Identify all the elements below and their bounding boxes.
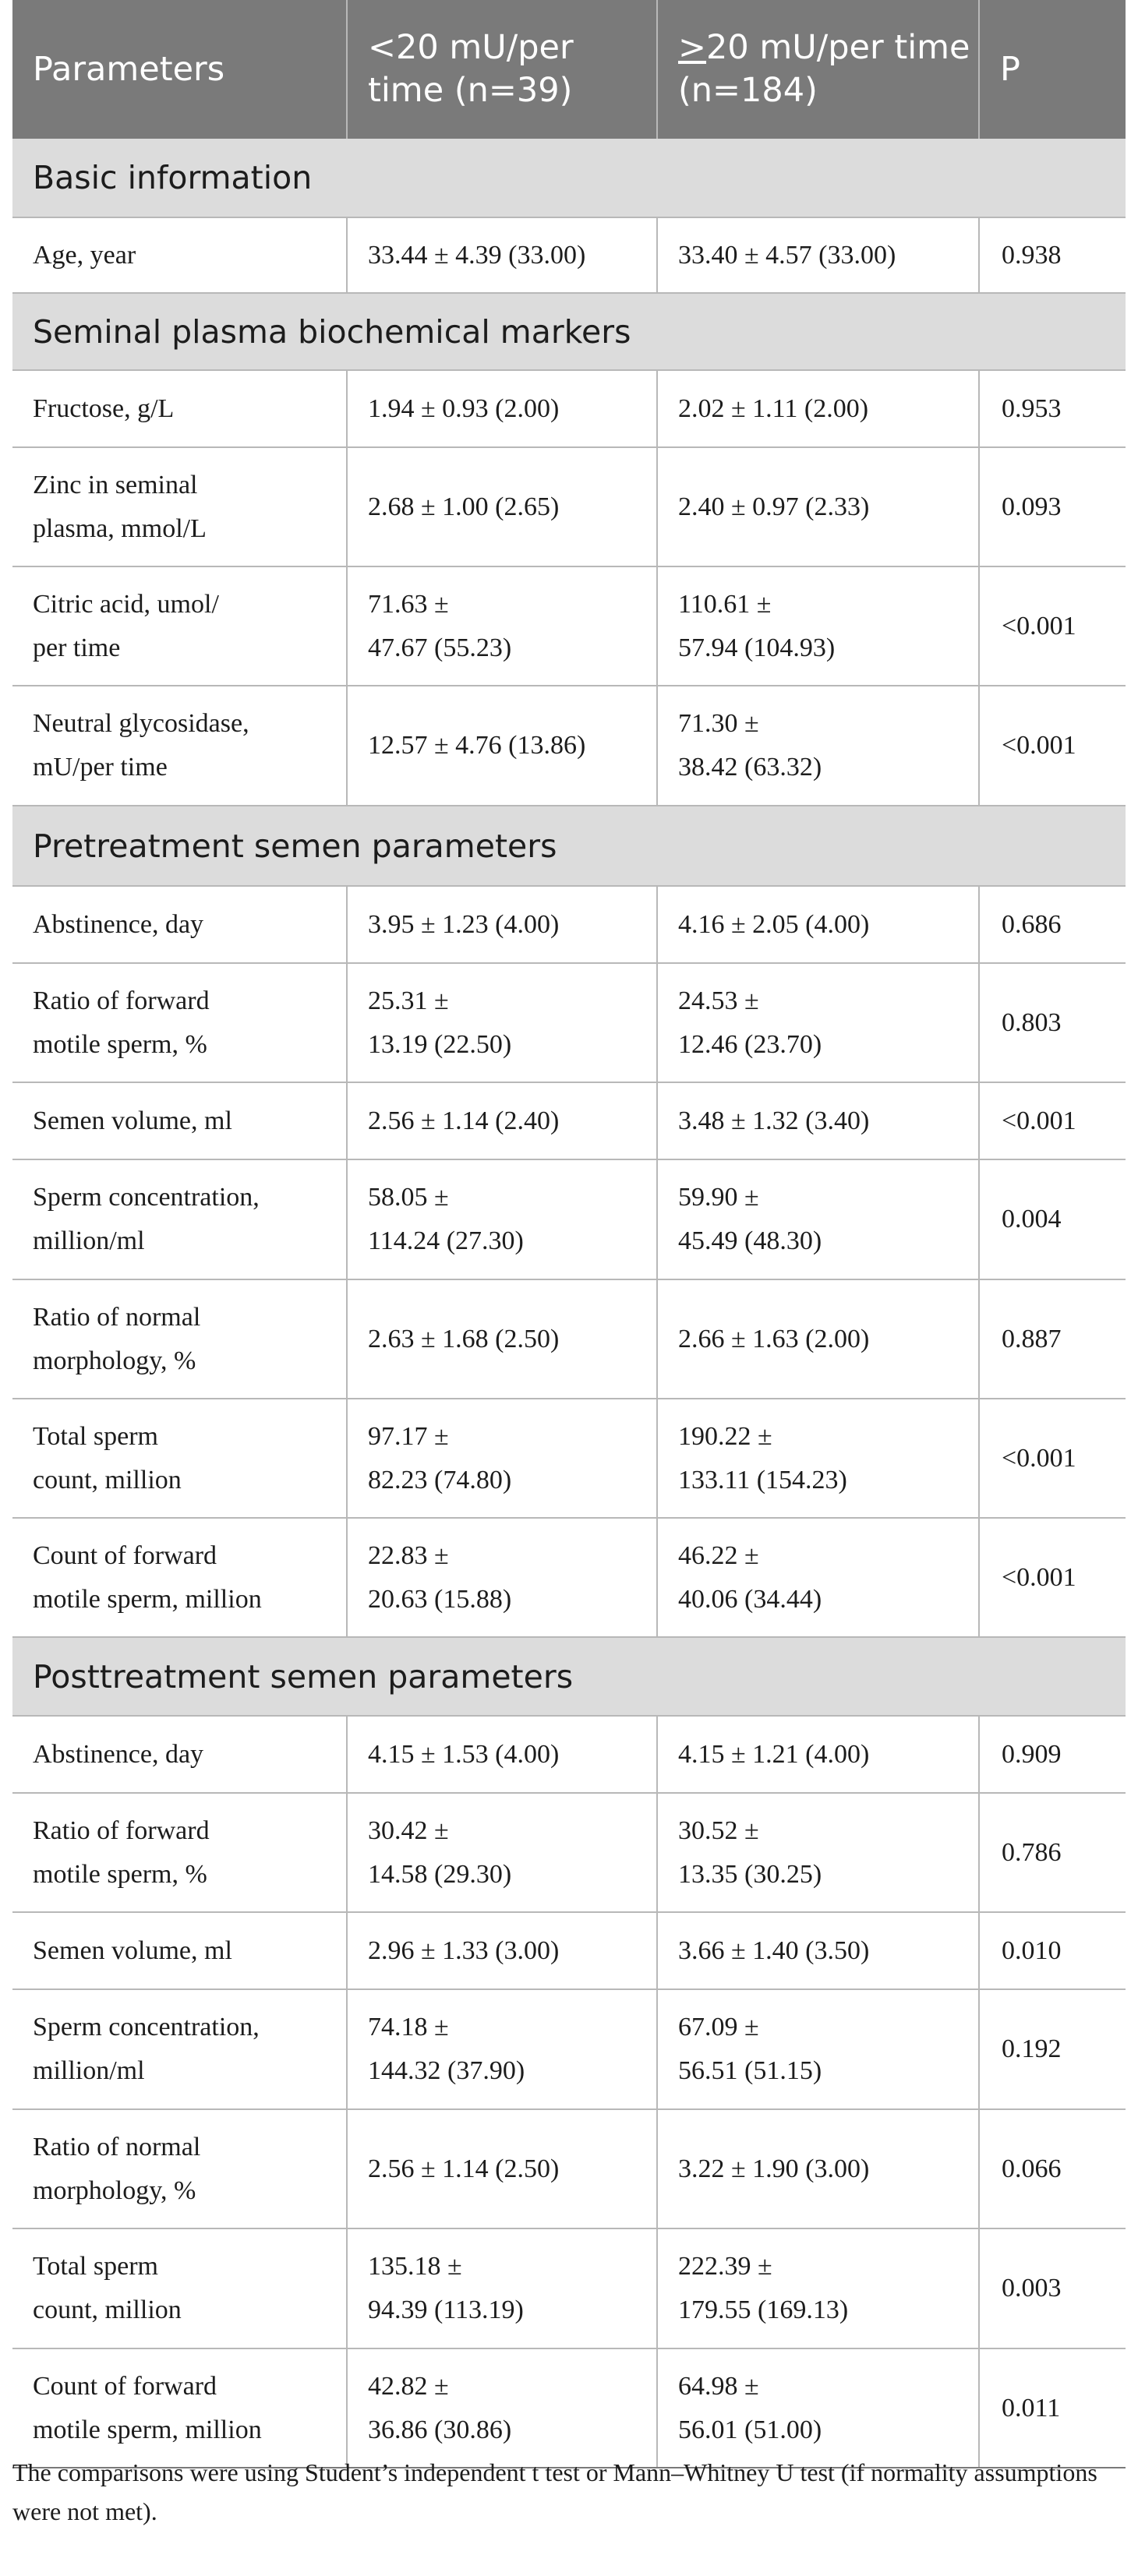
param-cell	[12, 1793, 347, 1912]
param-cell	[12, 1989, 347, 2109]
value-line-1: 222.39 ±	[678, 2252, 772, 2281]
value-line-2: 56.51 (51.15)	[678, 2056, 822, 2085]
low-group-cell	[347, 2348, 657, 2468]
value-line-2: 13.35 (30.25)	[678, 1859, 822, 1889]
table-row	[12, 2228, 1126, 2348]
param-line-2: motile sperm, million	[33, 1584, 262, 1614]
param-line-2: count, million	[33, 2295, 182, 2324]
param-cell	[12, 1518, 347, 1637]
value-line-1: 59.90 ±	[678, 1183, 759, 1212]
param-line-2: per time	[33, 633, 121, 662]
value-line-2: 14.58 (29.30)	[368, 1859, 512, 1889]
header-high-prefix: >	[678, 28, 707, 67]
param-cell: Semen volume, ml	[12, 1912, 347, 1989]
header-low-group: <20 mU/per time (n=39)	[347, 0, 657, 139]
table-footnote: The comparisons were using Student’s independent t test or Mann–Whitney U test (if normality assumptions were not met).	[12, 2458, 1097, 2525]
param-cell	[12, 1279, 347, 1399]
value-line-1: 71.30 ±	[678, 709, 759, 738]
p-value-cell: 0.066	[979, 2109, 1126, 2228]
table-row	[12, 686, 1126, 806]
p-value-cell: 0.004	[979, 1159, 1126, 1279]
value-line-2: 82.23 (74.80)	[368, 1465, 512, 1494]
param-line-1: Zinc in seminal	[33, 470, 198, 499]
section-basic-information: Basic information	[12, 139, 1126, 217]
low-group-cell: 1.94 ± 0.93 (2.00)	[347, 370, 657, 447]
low-group-cell: 2.68 ± 1.00 (2.65)	[347, 447, 657, 566]
value-line-2: 40.06 (34.44)	[678, 1584, 822, 1614]
high-group-cell	[657, 1989, 979, 2109]
param-line-2: plasma, mmol/L	[33, 513, 207, 543]
section-pretreatment: Pretreatment semen parameters	[12, 806, 1126, 886]
table-row	[12, 370, 1126, 447]
section-posttreatment: Posttreatment semen parameters	[12, 1637, 1126, 1716]
comparison-table	[12, 0, 1126, 2468]
table-row	[12, 1989, 1126, 2109]
p-value-cell: <0.001	[979, 686, 1126, 806]
table-row	[12, 886, 1126, 963]
low-group-cell: 12.57 ± 4.76 (13.86)	[347, 686, 657, 806]
table-row	[12, 2109, 1126, 2228]
param-line-1: Ratio of forward	[33, 986, 210, 1015]
param-cell	[12, 1399, 347, 1518]
high-group-cell	[657, 2348, 979, 2468]
table-row	[12, 1399, 1126, 1518]
p-value-cell: 0.686	[979, 886, 1126, 963]
value-line-1: 30.52 ±	[678, 1816, 759, 1845]
param-line-2: morphology, %	[33, 2175, 196, 2205]
param-cell	[12, 2348, 347, 2468]
param-line-1: Neutral glycosidase,	[33, 709, 249, 738]
value-line-1: 64.98 ±	[678, 2371, 759, 2401]
low-group-cell: 2.63 ± 1.68 (2.50)	[347, 1279, 657, 1399]
low-group-cell: 2.56 ± 1.14 (2.50)	[347, 2109, 657, 2228]
header-high-group	[657, 0, 979, 139]
param-line-1: Ratio of normal	[33, 1302, 201, 1332]
header-p-value: P	[979, 0, 1126, 139]
high-group-cell: 4.16 ± 2.05 (4.00)	[657, 886, 979, 963]
header-parameters: Parameters	[12, 0, 347, 139]
value-line-2: 13.19 (22.50)	[368, 1029, 512, 1059]
p-value-cell: 0.887	[979, 1279, 1126, 1399]
high-group-cell	[657, 963, 979, 1082]
p-value-cell: <0.001	[979, 1399, 1126, 1518]
param-cell	[12, 2228, 347, 2348]
param-line-2: count, million	[33, 1465, 182, 1494]
p-value-cell: 0.938	[979, 217, 1126, 293]
section-row	[12, 1637, 1126, 1716]
value-line-2: 133.11 (154.23)	[678, 1465, 847, 1494]
value-line-2: 114.24 (27.30)	[368, 1226, 524, 1255]
table-row	[12, 2348, 1126, 2468]
high-group-cell: 4.15 ± 1.21 (4.00)	[657, 1716, 979, 1793]
low-group-cell: 2.56 ± 1.14 (2.40)	[347, 1082, 657, 1159]
param-cell: Semen volume, ml	[12, 1082, 347, 1159]
p-value-cell: 0.093	[979, 447, 1126, 566]
value-line-2: 144.32 (37.90)	[368, 2056, 525, 2085]
value-line-2: 47.67 (55.23)	[368, 633, 512, 662]
value-line-1: 46.22 ±	[678, 1540, 759, 1570]
low-group-cell	[347, 1518, 657, 1637]
high-group-cell: 33.40 ± 4.57 (33.00)	[657, 217, 979, 293]
param-cell	[12, 686, 347, 806]
low-group-cell: 33.44 ± 4.39 (33.00)	[347, 217, 657, 293]
value-line-2: 36.86 (30.86)	[368, 2415, 512, 2444]
high-group-cell: 2.66 ± 1.63 (2.00)	[657, 1279, 979, 1399]
value-line-1: 25.31 ±	[368, 986, 449, 1015]
p-value-cell: <0.001	[979, 1518, 1126, 1637]
value-line-1: 58.05 ±	[368, 1183, 449, 1212]
table-row	[12, 1082, 1126, 1159]
section-row	[12, 139, 1126, 217]
table-row	[12, 1912, 1126, 1989]
low-group-cell: 2.96 ± 1.33 (3.00)	[347, 1912, 657, 1989]
table-row	[12, 447, 1126, 566]
param-cell	[12, 963, 347, 1082]
high-group-cell: 3.22 ± 1.90 (3.00)	[657, 2109, 979, 2228]
header-high-rest: 20 mU/per time (n=184)	[678, 28, 970, 110]
high-group-cell	[657, 1793, 979, 1912]
table-row	[12, 1793, 1126, 1912]
param-cell	[12, 2109, 347, 2228]
p-value-cell: 0.909	[979, 1716, 1126, 1793]
value-line-1: 110.61 ±	[678, 589, 772, 619]
low-group-cell	[347, 1989, 657, 2109]
high-group-cell: 3.48 ± 1.32 (3.40)	[657, 1082, 979, 1159]
high-group-cell	[657, 1518, 979, 1637]
table-row	[12, 963, 1126, 1082]
high-group-cell: 2.40 ± 0.97 (2.33)	[657, 447, 979, 566]
param-line-1: Total sperm	[33, 1421, 158, 1451]
param-cell: Fructose, g/L	[12, 370, 347, 447]
low-group-cell: 3.95 ± 1.23 (4.00)	[347, 886, 657, 963]
high-group-cell	[657, 1399, 979, 1518]
high-group-cell: 2.02 ± 1.11 (2.00)	[657, 370, 979, 447]
low-group-cell	[347, 566, 657, 686]
high-group-cell	[657, 2228, 979, 2348]
value-line-2: 56.01 (51.00)	[678, 2415, 822, 2444]
high-group-cell	[657, 566, 979, 686]
low-group-cell: 4.15 ± 1.53 (4.00)	[347, 1716, 657, 1793]
low-group-cell	[347, 1399, 657, 1518]
low-group-cell	[347, 2228, 657, 2348]
param-line-1: Citric acid, umol/	[33, 589, 219, 619]
value-line-1: 22.83 ±	[368, 1540, 449, 1570]
param-line-2: motile sperm, %	[33, 1029, 207, 1059]
param-cell: Abstinence, day	[12, 1716, 347, 1793]
header-row	[12, 0, 1126, 139]
param-cell	[12, 1159, 347, 1279]
value-line-2: 38.42 (63.32)	[678, 753, 822, 782]
p-value-cell: 0.011	[979, 2348, 1126, 2468]
p-value-cell: 0.192	[979, 1989, 1126, 2109]
p-value-cell: 0.003	[979, 2228, 1126, 2348]
value-line-2: 12.46 (23.70)	[678, 1029, 822, 1059]
table-row	[12, 1279, 1126, 1399]
param-line-2: million/ml	[33, 2056, 145, 2085]
value-line-1: 30.42 ±	[368, 1816, 449, 1845]
p-value-cell: <0.001	[979, 566, 1126, 686]
value-line-1: 71.63 ±	[368, 589, 449, 619]
param-line-1: Sperm concentration,	[33, 1183, 260, 1212]
value-line-1: 24.53 ±	[678, 986, 759, 1015]
param-cell: Abstinence, day	[12, 886, 347, 963]
param-cell	[12, 566, 347, 686]
value-line-2: 45.49 (48.30)	[678, 1226, 822, 1255]
param-line-2: morphology, %	[33, 1346, 196, 1375]
table-row	[12, 566, 1126, 686]
value-line-2: 20.63 (15.88)	[368, 1584, 512, 1614]
param-line-2: mU/per time	[33, 753, 168, 782]
high-group-cell	[657, 686, 979, 806]
value-line-1: 135.18 ±	[368, 2252, 462, 2281]
table-row	[12, 1159, 1126, 1279]
section-seminal-plasma: Seminal plasma biochemical markers	[12, 293, 1126, 370]
table-row	[12, 217, 1126, 293]
p-value-cell: 0.786	[979, 1793, 1126, 1912]
param-cell: Age, year	[12, 217, 347, 293]
p-value-cell: 0.953	[979, 370, 1126, 447]
value-line-2: 94.39 (113.19)	[368, 2295, 524, 2324]
low-group-cell	[347, 1793, 657, 1912]
param-line-1: Sperm concentration,	[33, 2013, 260, 2041]
table-row	[12, 1518, 1126, 1637]
value-line-1: 67.09 ±	[678, 2013, 759, 2041]
param-line-1: Count of forward	[33, 1540, 217, 1570]
value-line-1: 74.18 ±	[368, 2013, 449, 2041]
value-line-1: 190.22 ±	[678, 1421, 772, 1451]
low-group-cell	[347, 963, 657, 1082]
value-line-2: 57.94 (104.93)	[678, 633, 836, 662]
high-group-cell	[657, 1159, 979, 1279]
table-row	[12, 1716, 1126, 1793]
section-row	[12, 293, 1126, 370]
param-cell	[12, 447, 347, 566]
param-line-1: Total sperm	[33, 2252, 158, 2281]
param-line-2: motile sperm, %	[33, 1859, 207, 1889]
value-line-1: 42.82 ±	[368, 2371, 449, 2401]
param-line-1: Ratio of normal	[33, 2132, 201, 2161]
high-group-cell: 3.66 ± 1.40 (3.50)	[657, 1912, 979, 1989]
value-line-2: 179.55 (169.13)	[678, 2295, 849, 2324]
param-line-1: Ratio of forward	[33, 1816, 210, 1845]
param-line-1: Count of forward	[33, 2371, 217, 2401]
param-line-2: million/ml	[33, 1226, 145, 1255]
p-value-cell: 0.010	[979, 1912, 1126, 1989]
low-group-cell	[347, 1159, 657, 1279]
param-line-2: motile sperm, million	[33, 2415, 262, 2444]
p-value-cell: <0.001	[979, 1082, 1126, 1159]
p-value-cell: 0.803	[979, 963, 1126, 1082]
value-line-1: 97.17 ±	[368, 1421, 449, 1451]
section-row	[12, 806, 1126, 886]
